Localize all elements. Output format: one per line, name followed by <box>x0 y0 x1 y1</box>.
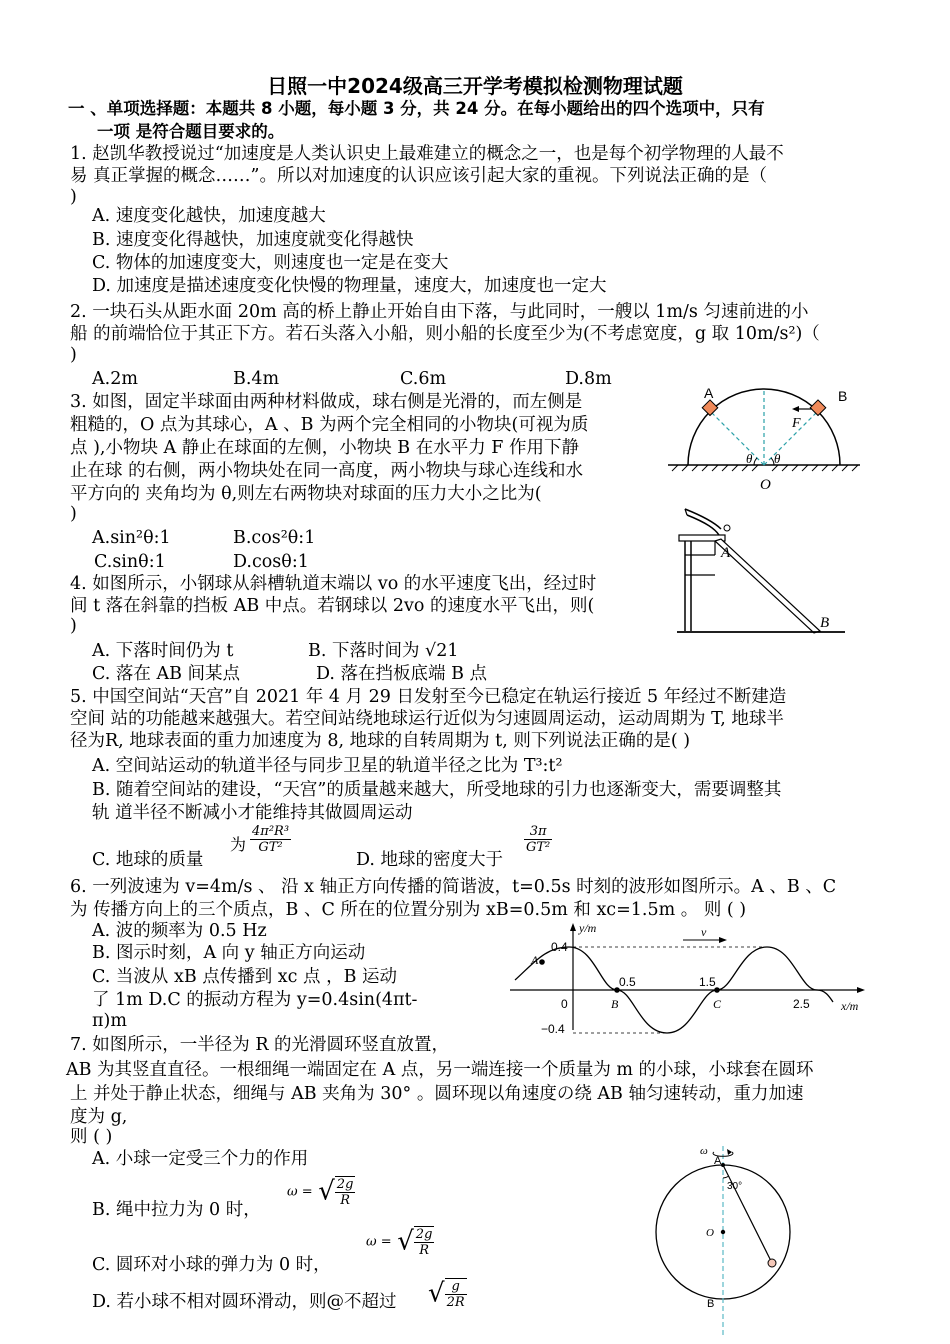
q2-option-b: B.4m <box>233 369 280 389</box>
q2-option-d: D.8m <box>565 369 612 389</box>
q7-d-formula: √ $\frac{g}{2R}$ <box>428 1278 465 1310</box>
point-c-label: C <box>713 997 722 1011</box>
point-b-label: B <box>611 997 619 1011</box>
label-a: A <box>721 545 731 561</box>
b-denominator: R <box>340 1193 350 1208</box>
q7-option-d: D. 若小球不相对圆环滑动，则@不超过 <box>92 1292 397 1312</box>
b-numerator: 2g <box>336 1177 354 1192</box>
ring-figure <box>650 1142 800 1340</box>
omega-label: ω <box>700 1145 708 1157</box>
q4-option-d: D. 落在挡板底端 B 点 <box>316 664 488 684</box>
section-heading-cont: 一项 是符合题目要求的。 <box>97 122 285 141</box>
y-axis-label: y/m <box>579 921 597 935</box>
q7-stem: 度为 g, <box>70 1107 128 1127</box>
point-b-label: B <box>707 1298 715 1310</box>
q4-stem: 4. 如图所示，小钢球从斜槽轨道末端以 vo 的水平速度飞出，经过时 <box>70 574 597 594</box>
label-theta-left: θ <box>746 451 753 466</box>
omega-eq: ω = <box>366 1234 392 1250</box>
q5-option-d: D. 地球的密度大于 <box>356 850 504 870</box>
q7-option-c: C. 圆环对小球的弹力为 0 时， <box>92 1255 331 1275</box>
y-tick-bottom: −0.4 <box>541 1022 565 1035</box>
q3-stem: 3. 如图，固定半球面由两种材料做成，球右侧是光滑的，而左侧是 <box>70 392 583 412</box>
q3-option-c: C.sinθ:1 <box>94 552 166 572</box>
q5-option-a: A. 空间站运动的轨道半径与同步卫星的轨道半径之比为 T³:t² <box>92 756 563 776</box>
c-numerator: 2g <box>415 1227 433 1242</box>
label-f: F <box>792 416 801 431</box>
q1-stem: 1. 赵凯华教授说过“加速度是人类认识史上最难建立的概念之一，也是每个初学物理的人最不 <box>70 144 784 164</box>
mass-denominator: GT² <box>258 840 283 855</box>
q6-option-a: A. 波的频率为 0.5 Hz <box>92 921 267 941</box>
point-a-label: A <box>714 1155 722 1167</box>
y-tick-top: 0.4 <box>551 940 568 954</box>
q7-c-formula: ω = √ $\frac{2g}{R}$ <box>366 1226 433 1258</box>
q7-stem: 上 并处于静止状态，细绳与 AB 夹角为 30° 。圆环现以角速度の绕 AB 轴匀速转动，重力加速 <box>70 1084 804 1104</box>
q3-option-b: B.cos²θ:1 <box>233 528 316 548</box>
q4-option-c: C. 落在 AB 间某点 <box>92 664 241 684</box>
q3-stem: ) <box>70 504 77 524</box>
q1-option-c: C. 物体的加速度变大，则速度也一定是在变大 <box>92 253 449 273</box>
q4-option-b: B. 下落时间为 √21 <box>308 641 459 661</box>
q7-b-formula: ω = √ $\frac{2g}{R}$ <box>287 1176 354 1208</box>
q5-option-b: B. 随着空间站的建设，“天宫”的质量越来越大，所受地球的引力也逐渐变大，需要调整其 <box>92 780 782 800</box>
q5-option-c: C. 地球的质量 <box>92 850 204 870</box>
section-heading: 一 、单项选择题：本题共 8 小题，每小题 3 分，共 24 分。在每小题给出的四个选项中，只有 <box>68 99 765 118</box>
q5-stem: 空间 站的功能越来越强大。若空间站绕地球运行近似为匀速圆周运动，运动周期为 T, 地球半 <box>70 709 784 729</box>
q2-option-c: C.6m <box>400 369 447 389</box>
q1-stem: ) <box>70 187 77 207</box>
q5-stem: 径为R, 地球表面的重力加速度为 8, 地球的自转周期为 t, 则下列说法正确的是( ) <box>70 731 691 751</box>
q4-stem: 间 t 落在斜靠的挡板 AB 中点。若钢球以 2vo 的速度水平飞出，则( <box>70 596 595 616</box>
q5-mass-prefix: 为 <box>230 835 247 854</box>
x-tick-1: 0.5 <box>619 975 636 989</box>
q1-option-d: D. 加速度是描述速度变化快慢的物理量，速度大，加速度也一定大 <box>92 276 607 296</box>
q3-option-a: A.sin²θ:1 <box>92 528 171 548</box>
label-theta-right: θ <box>774 451 781 466</box>
q7-option-b: B. 绳中拉力为 0 时， <box>92 1200 261 1220</box>
q6-option-c: C. 当波从 xB 点传播到 xc 点 ，B 运动 <box>92 967 398 987</box>
q5-option-b-cont: 轨 道半径不断减小才能维持其做圆周运动 <box>92 803 413 823</box>
q4-stem: ) <box>70 616 77 636</box>
label-b: B <box>820 615 830 631</box>
omega-eq: ω = <box>287 1184 313 1200</box>
q4-option-a: A. 下落时间仍为 t <box>92 641 234 661</box>
q2-stem: 船 的前端恰位于其正下方。若石头落入小船，则小船的长度至少为(不考虑宽度，g 取 10m/s²)（ <box>70 324 820 344</box>
angle-label: 30° <box>727 1181 743 1192</box>
q1-option-a: A. 速度变化越快，加速度越大 <box>92 206 326 226</box>
q2-stem: 2. 一块石头从距水面 20m 高的桥上静止开始自由下落，与此同时，一艘以 1m/s 匀速前进的小 <box>70 302 809 322</box>
density-denominator: GT² <box>526 840 551 855</box>
q2-stem: ) <box>70 345 77 365</box>
q1-option-b: B. 速度变化得越快，加速度就变化得越快 <box>92 230 414 250</box>
block-a <box>702 400 718 416</box>
density-numerator: 3π <box>524 824 552 840</box>
q7-stem: AB 为其竖直直径。一根细绳一端固定在 A 点，另一端连接一个质量为 m 的小球，小球套在圆环 <box>66 1060 814 1080</box>
point-a-label: A <box>531 953 539 967</box>
velocity-label: v <box>701 925 707 939</box>
mass-numerator: 4π²R³ <box>252 824 290 839</box>
q5-density-formula <box>524 824 552 855</box>
x-tick-2: 1.5 <box>699 975 716 989</box>
ramp-figure <box>675 505 850 637</box>
q3-stem: 平方向的 夹角均为 θ,则左右两物块对球面的压力大小之比为( <box>70 484 542 504</box>
page-title: 日照一中2024级高三开学考模拟检测物理试题 <box>267 74 683 98</box>
d-denominator: 2R <box>446 1295 465 1310</box>
q3-stem: 点 ),小物块 A 静止在球面的左侧，小物块 B 在水平力 F 作用下静 <box>70 438 579 458</box>
q7-stem: 则 ( ) <box>70 1127 113 1147</box>
origin-label: 0 <box>561 997 568 1011</box>
q5-stem: 5. 中国空间站“天宫”自 2021 年 4 月 29 日发射至今已稳定在轨运行接近 5 年经过不断建造 <box>70 687 787 707</box>
q1-stem: 易 真正掌握的概念……”。所以对加速度的认识应该引起大家的重视。下列说法正确的是（ <box>70 166 768 186</box>
label-a: A <box>704 385 714 401</box>
x-tick-3: 2.5 <box>793 997 810 1011</box>
block-b <box>810 400 826 416</box>
q3-option-d: D.cosθ:1 <box>233 552 309 572</box>
label-o: O <box>760 477 771 493</box>
q6-option-c-cont: 了 1m D.C 的振动方程为 y=0.4sin(4πt- <box>92 990 418 1010</box>
q6-stem: 6. 一列波速为 v=4m/s 、 沿 x 轴正方向传播的简谐波，t=0.5s 时刻的波形如图所示。A 、B 、C <box>70 877 837 897</box>
d-numerator: g <box>445 1279 467 1295</box>
q7-stem: 7. 如图所示，一半径为 R 的光滑圆环竖直放置， <box>70 1035 450 1055</box>
q3-stem: 粗糙的，O 点为其球心，A 、B 为两个完全相同的小物块(可视为质 <box>70 415 589 435</box>
x-axis-label: x/m <box>841 999 859 1013</box>
q7-option-a: A. 小球一定受三个力的作用 <box>92 1149 309 1169</box>
center-o-label: O <box>706 1227 714 1239</box>
label-b: B <box>838 388 848 404</box>
q2-option-a: A.2m <box>92 369 138 389</box>
wave-figure <box>505 920 870 1035</box>
q6-option-b: B. 图示时刻，A 向 y 轴正方向运动 <box>92 943 366 963</box>
c-denominator: R <box>419 1243 429 1258</box>
hemisphere-figure <box>660 383 870 495</box>
q6-option-d-cont: π)m <box>92 1011 127 1031</box>
q5-mass-formula <box>250 824 291 855</box>
q3-stem: 止在球 的右侧，两小物块处在同一高度，两小物块与球心连线和水 <box>70 461 584 481</box>
q6-stem: 为 传播方向上的三个质点，B 、C 所在的位置分别为 xB=0.5m 和 xc=1.5m 。 则 ( ) <box>70 900 747 920</box>
